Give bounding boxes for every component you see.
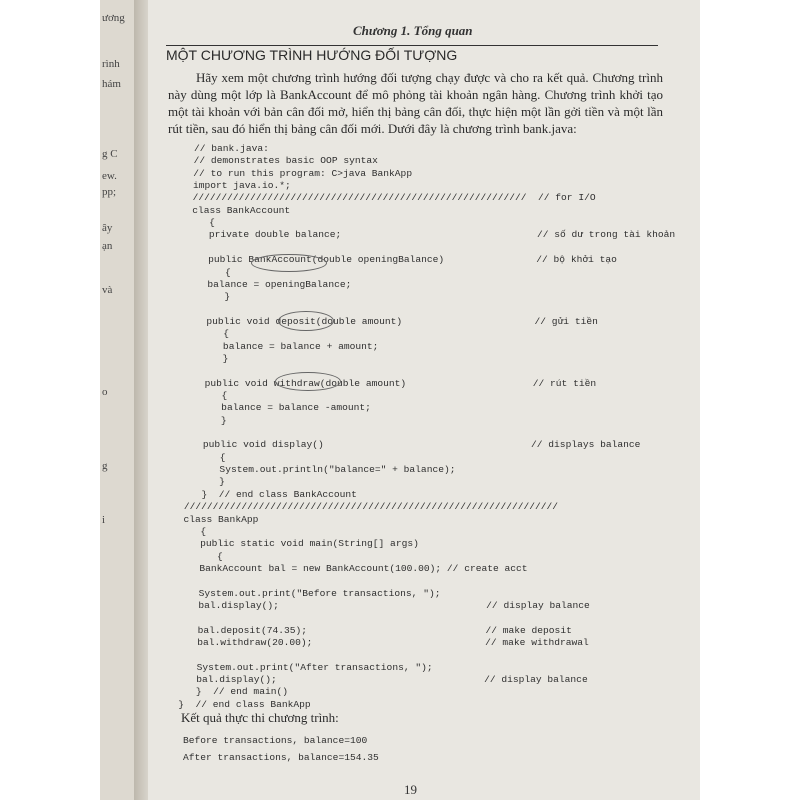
left-page-text-fragment: i (102, 514, 106, 526)
chapter-header: Chương 1. Tổng quan (353, 23, 473, 38)
section-title: MỘT CHƯƠNG TRÌNH HƯỚNG ĐỐI TƯỢNG (166, 47, 458, 63)
left-page-text-fragment: ạn (102, 240, 113, 252)
page-number: 19 (404, 782, 417, 797)
left-page-text-fragment: hám (102, 78, 121, 90)
code-line: } (189, 291, 231, 303)
code-line: public void withdraw(double amount) // rút tiền (187, 377, 597, 389)
pen-circle-withdraw (275, 372, 341, 391)
left-page-text-fragment: và (102, 284, 113, 296)
code-line: balance = balance -amount; (186, 402, 371, 414)
code-line: // demonstrates basic OOP syntax (193, 155, 378, 167)
code-line: ///////////////////////////////////////////////////////////////// (183, 501, 559, 513)
book-gutter (134, 0, 148, 800)
header-rule (166, 45, 658, 46)
left-page-text-fragment: o (102, 386, 108, 398)
code-line: public static void main(String[] args) (182, 538, 419, 550)
left-page-text-fragment: ây (102, 222, 113, 234)
pen-circle-bankaccount (251, 254, 327, 272)
left-page-text-fragment: ương (102, 12, 125, 24)
code-line: } // end class BankApp (178, 698, 311, 710)
left-page-text-fragment: ew. (102, 170, 117, 182)
code-line: private double balance; // số dư trong tài khoản (191, 229, 676, 241)
code-line: // bank.java: (194, 143, 269, 154)
left-page-text-fragment: g C (102, 148, 118, 160)
code-line: } (186, 414, 227, 426)
code-line: class BankAccount (192, 204, 291, 216)
code-line: System.out.print("Before transactions, "); (181, 587, 441, 599)
code-line: bal.withdraw(20.00); // make withdrawal (180, 637, 589, 648)
code-line: { (188, 328, 230, 340)
result-label: Kết quả thực thi chương trình: (181, 710, 339, 725)
code-line: balance = balance + amount; (188, 340, 379, 352)
code-line: bal.display(); // display balance (181, 599, 590, 611)
code-line: } // end class BankAccount (184, 488, 357, 500)
code-line: import java.io.*; (192, 180, 291, 192)
code-line: { (183, 525, 207, 537)
left-page-text-fragment: g (102, 460, 108, 472)
code-line: balance = openingBalance; (190, 278, 352, 290)
code-line: ////////////////////////////////////////////////////////// // for I/O (192, 192, 596, 204)
program-output-line: After transactions, balance=154.35 (183, 752, 379, 763)
code-line: { (182, 550, 223, 562)
program-output-line: Before transactions, balance=100 (183, 735, 368, 746)
book-page (148, 0, 700, 800)
left-page-text-fragment: rình (102, 58, 120, 70)
code-line: class BankApp (183, 513, 259, 525)
code-line: { (191, 217, 215, 229)
code-line: public void display() // displays balance (185, 439, 641, 451)
left-page-edge (100, 0, 134, 800)
code-line: bal.display(); // display balance (178, 674, 588, 686)
intro-paragraph: Hãy xem một chương trình hướng đối tượng chạy được và cho ra kết quả. Chương trình này dùng một lớp là BankAccount để mô phỏng tài khoản ngân hàng. Chương trình khởi tạo một tài khoản với bản cân đối mở, hiển thị bảng cân đối, thực hiện một lần gởi tiền và một lần rút tiền, sau đó hiển thị bảng cân đối mới. Dưới đây là chương trình bank.java: (168, 70, 663, 136)
code-line: { (187, 390, 228, 401)
code-line: { (190, 266, 231, 278)
code-line: } (188, 352, 229, 364)
code-line: bal.deposit(74.35); // make deposit (180, 624, 572, 636)
code-line: BankAccount bal = new BankAccount(100.00); // create acct (182, 562, 528, 574)
code-line: public void deposit(double amount) // gửi tiền (189, 315, 598, 327)
code-line: } // end main() (178, 686, 288, 698)
code-line: System.out.println("balance=" + balance); (184, 464, 456, 476)
code-line: public BankAccount(double openingBalance) // bộ khởi tạo (190, 254, 617, 266)
left-page-text-fragment: pp; (102, 186, 117, 198)
code-line: } (184, 476, 225, 488)
code-line: System.out.print("After transactions, "); (179, 661, 433, 673)
code-line: // to run this program: C>java BankApp (193, 167, 413, 179)
pen-circle-deposit (278, 311, 334, 331)
code-line: { (185, 451, 226, 463)
